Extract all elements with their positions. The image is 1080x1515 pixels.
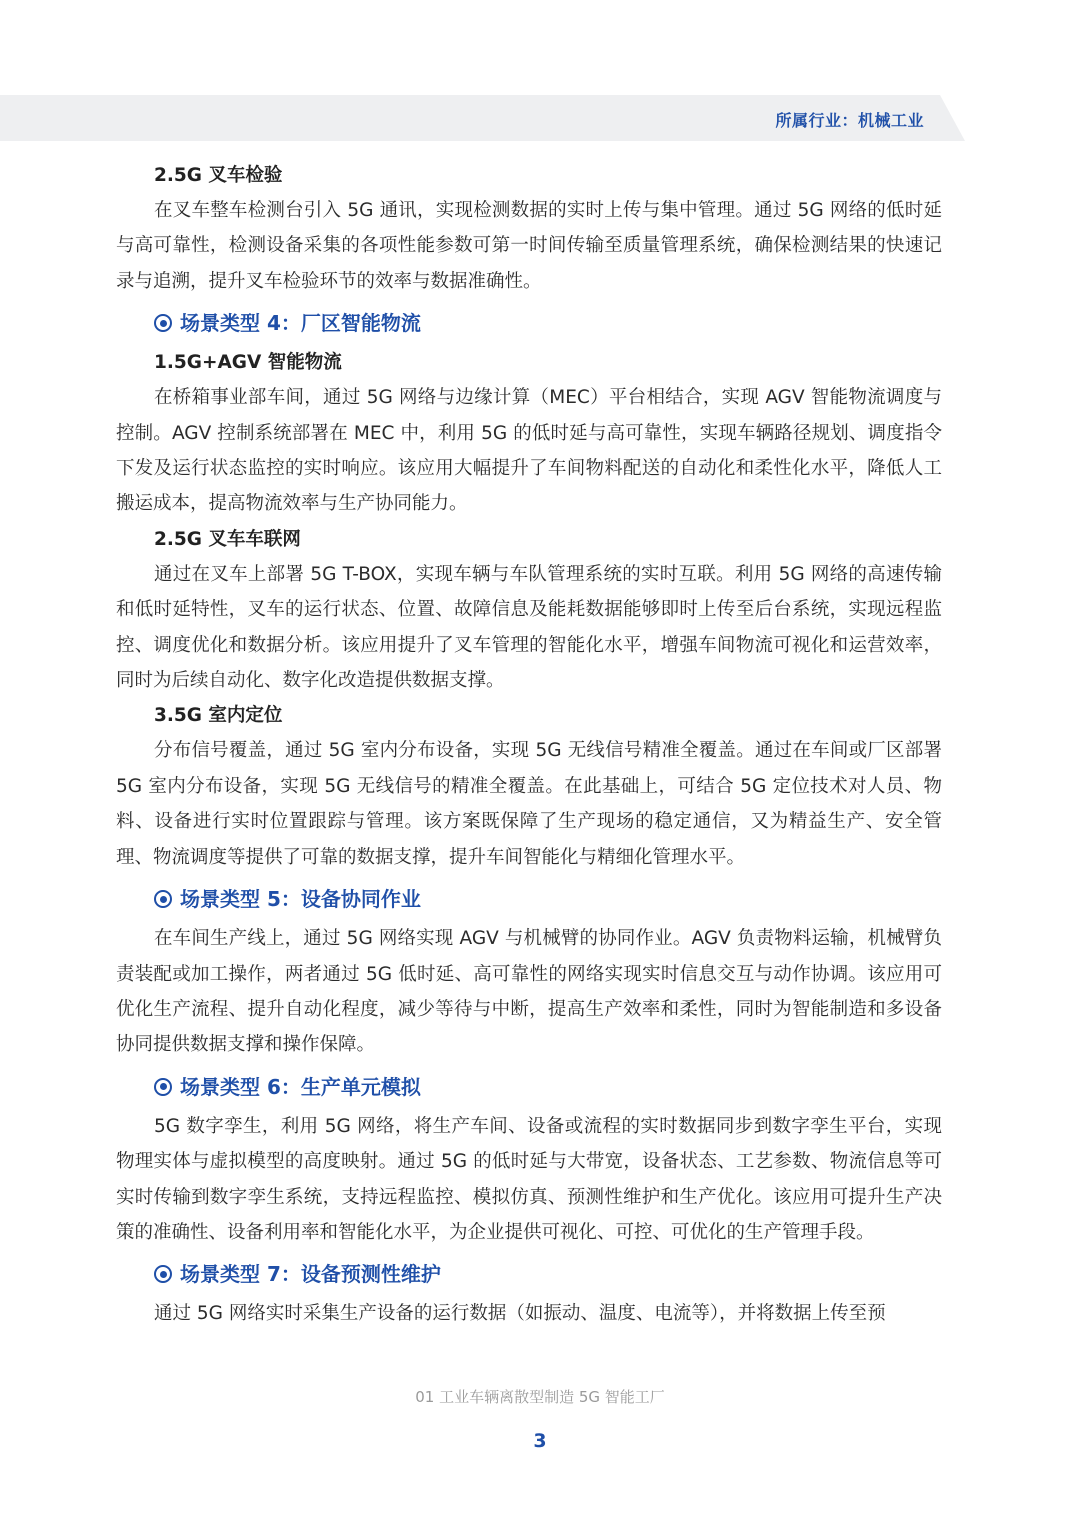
- section-heading: [116, 880, 942, 918]
- page-number: 3: [533, 1430, 547, 1452]
- target-bullet-icon: [154, 1265, 172, 1283]
- section-heading-text: 场景类型 5：设备协同作业: [180, 887, 421, 912]
- subheading: 3.5G 室内定位: [154, 705, 283, 727]
- section-heading-text: 场景类型 6：生产单元模拟: [180, 1074, 421, 1099]
- subheading: 1.5G+AGV 智能物流: [154, 352, 342, 374]
- paragraph: 通过 5G 网络实时采集生产设备的运行数据（如振动、温度、电流等），并将数据上传至预: [154, 1303, 886, 1325]
- section-heading: [116, 1068, 942, 1106]
- document-body: [116, 158, 942, 1332]
- target-bullet-icon: [154, 890, 172, 908]
- paragraph: 在桥箱事业部车间，通过 5G 网络与边缘计算（MEC）平台相结合，实现 AGV 智能物流调度与控制。AGV 控制系统部署在 MEC 中，利用 5G 的低时延与高可靠性，实现车辆路径规划、调度指令下发及运行状态监控的实时响应。该应用大幅提升了车间物料配送的自动化和柔性化水平，降低人工搬运成本，提高物流效率与生产协同能力。: [116, 387, 942, 515]
- paragraph: 通过在叉车上部署 5G T-BOX，实现车辆与车队管理系统的实时互联。利用 5G 网络的高速传输和低时延特性，叉车的运行状态、位置、故障信息及能耗数据能够即时上传至后台系统，实现远程监控、调度优化和数据分析。该应用提升了叉车管理的智能化水平，增强车间物流可视化和运营效率，同时为后续自动化、数字化改造提供数据支撑。: [116, 563, 942, 692]
- paragraph: 在叉车整车检测台引入 5G 通讯，实现检测数据的实时上传与集中管理。通过 5G 网络的低时延与高可靠性，检测设备采集的各项性能参数可第一时间传输至质量管理系统，确保检测结果的快速记录与追溯，提升叉车检验环节的效率与数据准确性。: [116, 200, 942, 292]
- paragraph: 在车间生产线上，通过 5G 网络实现 AGV 与机械臂的协同作业。AGV 负责物料运输，机械臂负责装配或加工操作，两者通过 5G 低时延、高可靠性的网络实现实时信息交互与动作协调。该应用可优化生产流程、提升自动化程度，减少等待与中断，提高生产效率和柔性，同时为智能制造和多设备协同提供数据支撑和操作保障。: [116, 928, 942, 1056]
- section-heading-text: 场景类型 4：厂区智能物流: [180, 311, 421, 336]
- section-heading: [116, 1255, 942, 1293]
- section-heading: [116, 304, 942, 342]
- subheading: 2.5G 叉车车联网: [154, 528, 301, 550]
- target-bullet-icon: [154, 1078, 172, 1096]
- paragraph: 5G 数字孪生，利用 5G 网络，将生产车间、设备或流程的实时数据同步到数字孪生平台，实现物理实体与虚拟模型的高度映射。通过 5G 的低时延与大带宽，设备状态、工艺参数、物流信息等可实时传输到数字孪生系统，支持远程监控、模拟仿真、预测性维护和生产优化。该应用可提升生产决策的准确性、设备利用率和智能化水平，为企业提供可视化、可控、可优化的生产管理手段。: [116, 1115, 942, 1243]
- footer-doc-title: 01 工业车辆离散型制造 5G 智能工厂: [415, 1388, 665, 1406]
- subheading: 2.5G 叉车检验: [154, 165, 283, 186]
- paragraph: 分布信号覆盖，通过 5G 室内分布设备，实现 5G 无线信号精准全覆盖。通过在车间或厂区部署 5G 室内分布设备，实现 5G 无线信号的精准全覆盖。在此基础上，可结合 5G 定位技术对人员、物料、设备进行实时位置跟踪与管理。该方案既保障了生产现场的稳定通信，又为精益生产、安全管理、物流调度等提供了可靠的数据支撑，提升车间智能化与精细化管理水平。: [116, 740, 942, 868]
- industry-label: 所属行业：机械工业: [775, 111, 924, 130]
- section-heading-text: 场景类型 7：设备预测性维护: [180, 1262, 441, 1287]
- target-bullet-icon: [154, 314, 172, 332]
